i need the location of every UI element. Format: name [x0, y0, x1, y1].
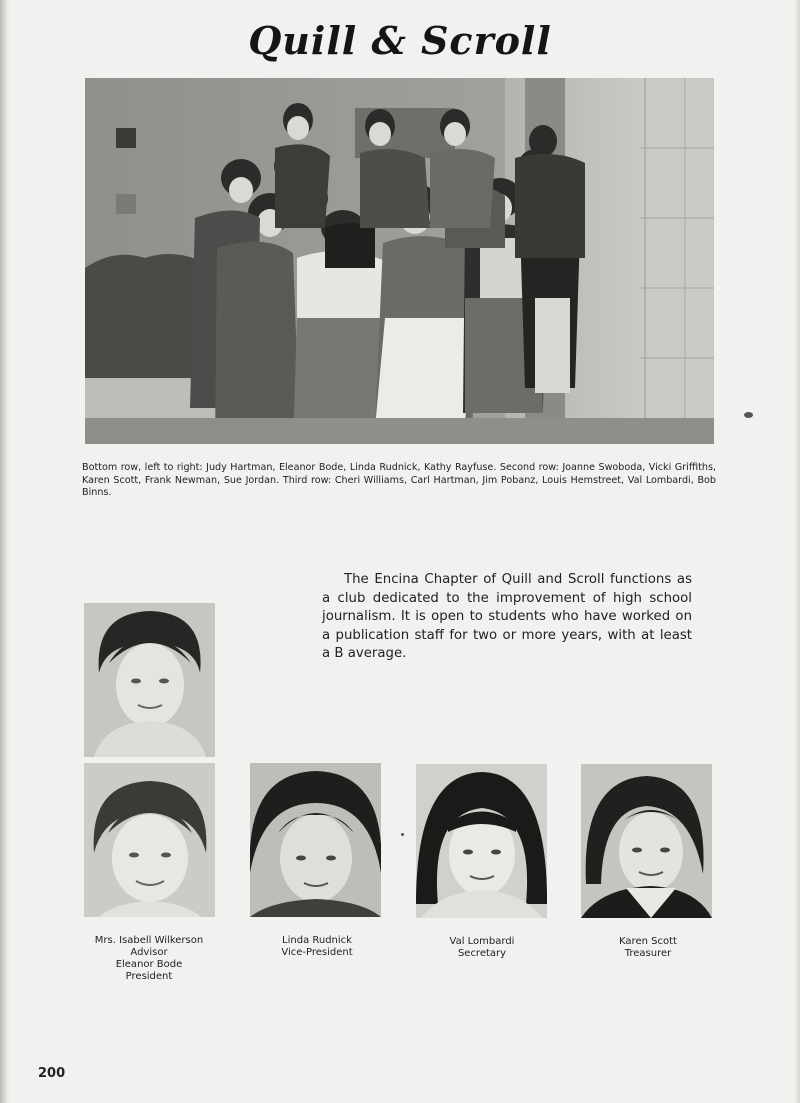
officer-caption-treasurer: [563, 936, 733, 960]
page-number: 200: [38, 1066, 66, 1081]
portrait-linda-rudnick: [250, 763, 381, 917]
officer-role: President: [125, 971, 173, 982]
group-photo: [85, 78, 714, 444]
officer-role: Treasurer: [624, 948, 672, 959]
officer-caption-secretary: [397, 936, 567, 960]
officer-name: Val Lombardi: [449, 936, 515, 947]
officer-role: Vice-President: [281, 947, 353, 958]
portrait-val-lombardi: [416, 764, 547, 918]
print-speck: [401, 833, 404, 836]
intro-paragraph: [322, 571, 692, 664]
officer-name: Linda Rudnick: [282, 935, 352, 946]
officer-caption-advisor-president: [64, 935, 234, 983]
officer-name: Mrs. Isabell Wilkerson: [94, 935, 204, 946]
officer-role: Advisor: [130, 947, 168, 958]
intro-text: The Encina Chapter of Quill and Scroll functions as a club dedicated to the improvement of high school journalism. It is open to students who have worked on a publication staff for two or more years, with at least a B average.: [322, 572, 692, 662]
portrait-advisor: [84, 603, 215, 757]
group-photo-caption: Bottom row, left to right: Judy Hartman, Eleanor Bode, Linda Rudnick, Kathy Rayfuse. Second row: Joanne Swoboda, Vicki Griffiths, Karen Scott, Frank Newman, Sue Jordan. Third row: Cheri Williams, Carl Hartman, Jim Pobanz, Louis Hemstreet, Val Lombardi, Bob Binns.: [82, 462, 716, 499]
page-binding-shadow: [0, 0, 10, 1103]
print-speck: [744, 412, 753, 418]
officer-name: Karen Scott: [619, 936, 677, 947]
portrait-karen-scott: [581, 764, 712, 918]
officer-caption-vice-president: [232, 935, 402, 959]
officer-role: Secretary: [457, 948, 507, 959]
page-title: Quill & Scroll: [248, 18, 552, 63]
page-right-edge: [794, 0, 800, 1103]
officer-name: Eleanor Bode: [115, 959, 183, 970]
portrait-eleanor-bode: [84, 763, 215, 917]
